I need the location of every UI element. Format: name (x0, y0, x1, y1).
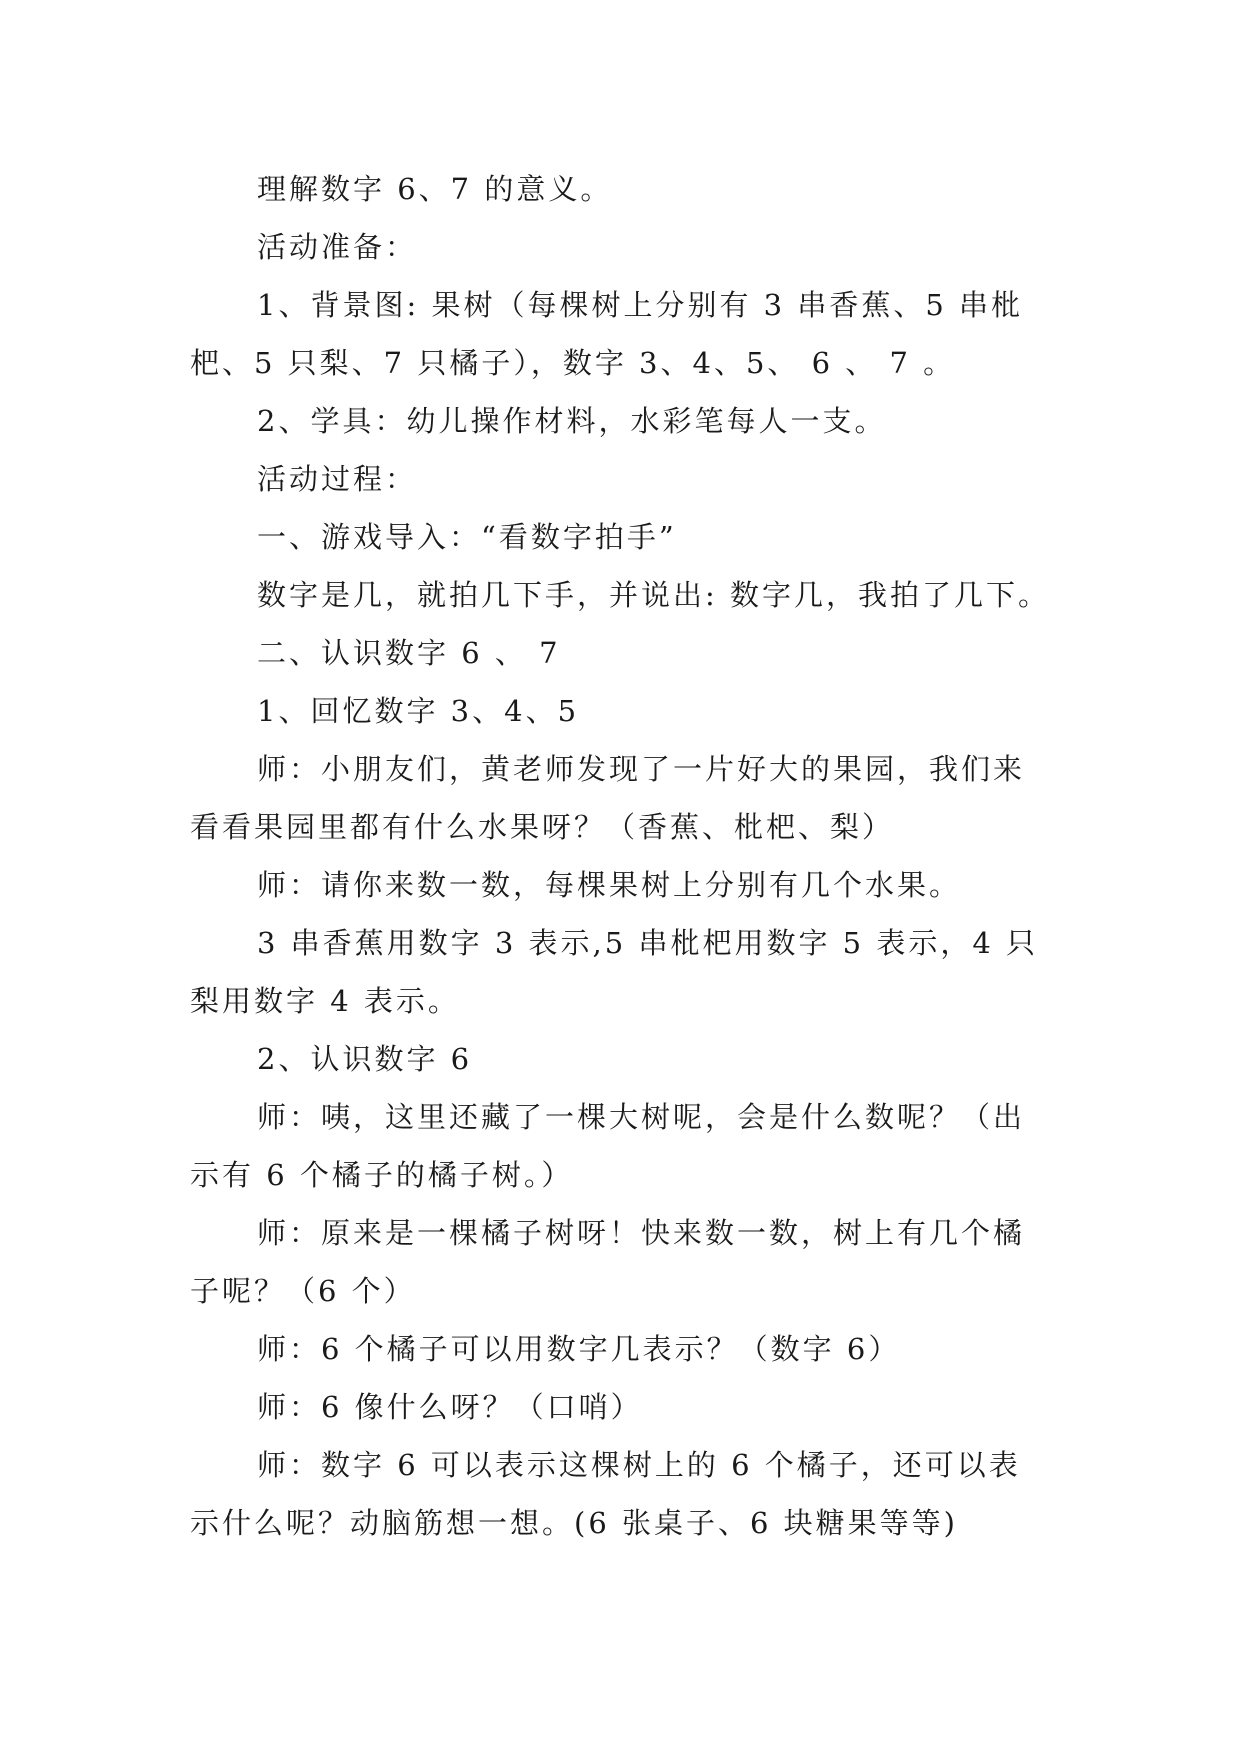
paragraph-teacher-5: 师：6 个橘子可以用数字几表示？（数字 6） (257, 1332, 901, 1366)
paragraph-preparation-2: 2、学具：幼儿操作材料，水彩笔每人一支。 (257, 404, 887, 438)
paragraph-teacher-4: 师：原来是一棵橘子树呀！快来数一数，树上有几个橘子呢？（6 个） (190, 1216, 1026, 1308)
paragraph-section-1-heading: 一、游戏导入：“看数字拍手” (257, 520, 677, 554)
paragraph-step-1-heading: 1、回忆数字 3、4、5 (257, 694, 580, 728)
paragraph-objective: 理解数字 6、7 的意义。 (257, 172, 613, 206)
paragraph-numbers-explained: 3 串香蕉用数字 3 表示,5 串枇杷用数字 5 表示，4 只梨用数字 4 表示。 (190, 926, 1039, 1018)
paragraph-preparation-1: 1、背景图: 果树（每棵树上分别有 3 串香蕉、5 串枇杷、5 只梨、7 只橘子），数字 3、4、5、 6 、 7 。 (190, 288, 1023, 380)
paragraph-step-2-heading: 2、认识数字 6 (257, 1042, 473, 1076)
paragraph-section-1-text: 数字是几，就拍几下手，并说出: 数字几，我拍了几下。 (257, 578, 1050, 612)
paragraph-preparation-heading: 活动准备： (257, 230, 418, 264)
paragraph-section-2-heading: 二、认识数字 6 、 7 (257, 636, 561, 670)
paragraph-teacher-3: 师：咦，这里还藏了一棵大树呢，会是什么数呢？（出示有 6 个橘子的橘子树。） (190, 1100, 1026, 1192)
paragraph-teacher-2: 师：请你来数一数，每棵果树上分别有几个水果。 (257, 868, 962, 902)
paragraph-teacher-6: 师：6 像什么呀？（口哨） (257, 1390, 643, 1424)
paragraph-teacher-7: 师：数字 6 可以表示这棵树上的 6 个橘子，还可以表示什么呢？动脑筋想一想。(6 张桌子、6 块糖果等等) (190, 1448, 1021, 1540)
paragraph-process-heading: 活动过程： (257, 462, 418, 496)
document-body (190, 160, 1080, 1552)
paragraph-teacher-1: 师：小朋友们，黄老师发现了一片好大的果园，我们来看看果园里都有什么水果呀？（香蕉、枇杷、梨） (190, 752, 1026, 844)
